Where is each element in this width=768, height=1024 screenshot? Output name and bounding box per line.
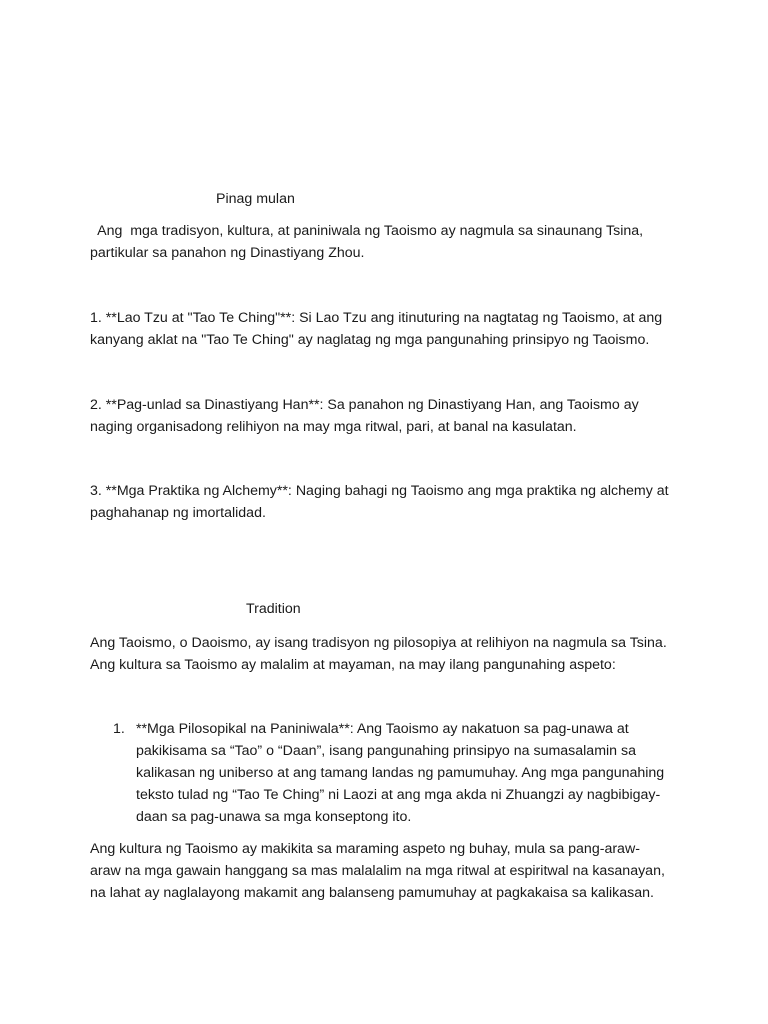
text-line: Ang mga tradisyon, kultura, at paniniwala ng Taoismo ay nagmula sa sinaunang Tsina, (90, 223, 644, 239)
text-line: araw na mga gawain hanggang sa mas malalalim na mga ritwal at espiritwal na kasanayan, (90, 863, 665, 879)
origin-intro-paragraph (90, 220, 690, 264)
text-line: kalikasan ng uniberso at ang tamang landas ng pamumuhay. Ang mga pangunahing (136, 765, 665, 781)
origin-point-2 (90, 394, 690, 438)
heading-tradition: Tradition (246, 601, 301, 617)
text-line: 2. **Pag-unlad sa Dinastiyang Han**: Sa panahon ng Dinastiyang Han, ang Taoismo ay (90, 397, 639, 413)
heading-pinag-mulan: Pinag mulan (216, 191, 295, 207)
tradition-closing-paragraph (90, 838, 690, 904)
text-line: pakikisama sa “Tao” o “Daan”, isang pangunahing prinsipyo na sumasalamin sa (136, 743, 636, 759)
text-line: **Mga Pilosopikal na Paniniwala**: Ang Taoismo ay nakatuon sa pag-unawa at (136, 721, 629, 737)
text-line: 3. **Mga Praktika ng Alchemy**: Naging bahagi ng Taoismo ang mga praktika ng alchemy at (90, 483, 669, 499)
text-line: partikular sa panahon ng Dinastiyang Zhou. (90, 245, 365, 261)
tradition-list-item-1 (90, 718, 690, 828)
text-line: Ang kultura ng Taoismo ay makikita sa maraming aspeto ng buhay, mula sa pang-araw- (90, 841, 640, 857)
text-line: daan sa pag-unawa sa mga konseptong ito. (136, 809, 412, 825)
origin-point-3 (90, 480, 690, 524)
text-line: teksto tulad ng “Tao Te Ching” ni Laozi at ang mga akda ni Zhuangzi ay nagbibigay- (136, 787, 661, 803)
text-line: 1. **Lao Tzu at "Tao Te Ching"**: Si Lao Tzu ang itinuturing na nagtatag ng Taoismo, at ang (90, 310, 663, 326)
origin-point-1 (90, 307, 690, 351)
list-item-body (136, 718, 690, 828)
text-line: na lahat ay naglalayong makamit ang balanseng pamumuhay at pagkakaisa sa kalikasan. (90, 885, 654, 901)
text-line: naging organisadong relihiyon na may mga ritwal, pari, at banal na kasulatan. (90, 419, 577, 435)
text-line: kanyang aklat na "Tao Te Ching" ay naglatag ng mga pangunahing prinsipyo ng Taoismo. (90, 332, 650, 348)
text-line: Ang kultura sa Taoismo ay malalim at mayaman, na may ilang pangunahing aspeto: (90, 657, 616, 673)
list-number: 1. (113, 721, 125, 737)
text-line: paghahanap ng imortalidad. (90, 505, 266, 521)
tradition-intro-paragraph (90, 632, 690, 676)
text-line: Ang Taoismo, o Daoismo, ay isang tradisyon ng pilosopiya at relihiyon na nagmula sa Tsina. (90, 635, 667, 651)
